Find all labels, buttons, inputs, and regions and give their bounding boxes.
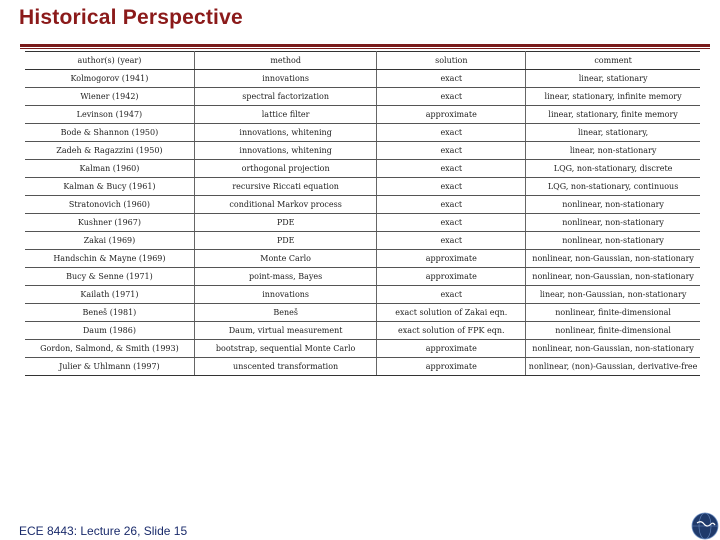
cell-author: Stratonovich (1960) bbox=[25, 196, 194, 214]
table-row bbox=[25, 142, 700, 160]
cell-author: Gordon, Salmond, & Smith (1993) bbox=[25, 340, 194, 358]
cell-author: Kushner (1967) bbox=[25, 214, 194, 232]
cell-author: Daum (1986) bbox=[25, 322, 194, 340]
cell-method: Beneš bbox=[194, 304, 377, 322]
cell-comment: LQG, non-stationary, discrete bbox=[526, 160, 700, 178]
cell-comment: nonlinear, finite-dimensional bbox=[526, 304, 700, 322]
table-row bbox=[25, 88, 700, 106]
title-divider bbox=[20, 44, 710, 47]
cell-method: lattice filter bbox=[194, 106, 377, 124]
table-row bbox=[25, 160, 700, 178]
table-row bbox=[25, 178, 700, 196]
cell-author: Zadeh & Ragazzini (1950) bbox=[25, 142, 194, 160]
cell-method: unscented transformation bbox=[194, 358, 377, 376]
header-solution: solution bbox=[377, 52, 526, 70]
cell-author: Beneš (1981) bbox=[25, 304, 194, 322]
cell-comment: LQG, non-stationary, continuous bbox=[526, 178, 700, 196]
slide-footer: ECE 8443: Lecture 26, Slide 15 bbox=[19, 524, 188, 538]
cell-comment: nonlinear, (non)-Gaussian, derivative-free bbox=[526, 358, 700, 376]
table-row bbox=[25, 322, 700, 340]
cell-method: PDE bbox=[194, 214, 377, 232]
cell-solution: exact bbox=[377, 142, 526, 160]
table-row bbox=[25, 196, 700, 214]
cell-method: innovations, whitening bbox=[194, 142, 377, 160]
cell-solution: approximate bbox=[377, 358, 526, 376]
cell-solution: exact solution of FPK eqn. bbox=[377, 322, 526, 340]
cell-comment: linear, non-stationary bbox=[526, 142, 700, 160]
cell-comment: nonlinear, non-stationary bbox=[526, 232, 700, 250]
cell-solution: approximate bbox=[377, 268, 526, 286]
table-row bbox=[25, 286, 700, 304]
cell-method: Daum, virtual measurement bbox=[194, 322, 377, 340]
slide-title: Historical Perspective bbox=[19, 6, 243, 29]
cell-author: Levinson (1947) bbox=[25, 106, 194, 124]
table-row bbox=[25, 124, 700, 142]
cell-solution: exact bbox=[377, 160, 526, 178]
cell-method: innovations bbox=[194, 286, 377, 304]
header-author: author(s) (year) bbox=[25, 52, 194, 70]
cell-solution: exact bbox=[377, 196, 526, 214]
cell-method: innovations, whitening bbox=[194, 124, 377, 142]
cell-comment: linear, non-Gaussian, non-stationary bbox=[526, 286, 700, 304]
table-row bbox=[25, 340, 700, 358]
cell-author: Julier & Uhlmann (1997) bbox=[25, 358, 194, 376]
cell-method: conditional Markov process bbox=[194, 196, 377, 214]
cell-author: Zakai (1969) bbox=[25, 232, 194, 250]
cell-method: orthogonal projection bbox=[194, 160, 377, 178]
header-comment: comment bbox=[526, 52, 700, 70]
cell-solution: approximate bbox=[377, 250, 526, 268]
cell-comment: linear, stationary, infinite memory bbox=[526, 88, 700, 106]
cell-solution: exact bbox=[377, 286, 526, 304]
cell-comment: linear, stationary, finite memory bbox=[526, 106, 700, 124]
cell-solution: exact bbox=[377, 88, 526, 106]
cell-solution: exact bbox=[377, 178, 526, 196]
cell-comment: nonlinear, non-Gaussian, non-stationary bbox=[526, 250, 700, 268]
cell-comment: linear, stationary bbox=[526, 70, 700, 88]
cell-method: point-mass, Bayes bbox=[194, 268, 377, 286]
cell-comment: nonlinear, non-stationary bbox=[526, 214, 700, 232]
cell-method: bootstrap, sequential Monte Carlo bbox=[194, 340, 377, 358]
cell-author: Kalman (1960) bbox=[25, 160, 194, 178]
table-header-row bbox=[25, 52, 700, 70]
cell-author: Kailath (1971) bbox=[25, 286, 194, 304]
cell-comment: nonlinear, non-Gaussian, non-stationary bbox=[526, 340, 700, 358]
cell-author: Bode & Shannon (1950) bbox=[25, 124, 194, 142]
table-row bbox=[25, 358, 700, 376]
cell-solution: approximate bbox=[377, 340, 526, 358]
table-row bbox=[25, 232, 700, 250]
cell-comment: nonlinear, non-Gaussian, non-stationary bbox=[526, 268, 700, 286]
cell-author: Bucy & Senne (1971) bbox=[25, 268, 194, 286]
cell-solution: exact bbox=[377, 232, 526, 250]
cell-solution: approximate bbox=[377, 106, 526, 124]
title-divider-thin bbox=[20, 48, 710, 49]
table-row bbox=[25, 70, 700, 88]
table-row bbox=[25, 214, 700, 232]
cell-comment: linear, stationary, bbox=[526, 124, 700, 142]
cell-author: Kalman & Bucy (1961) bbox=[25, 178, 194, 196]
cell-author: Handschin & Mayne (1969) bbox=[25, 250, 194, 268]
table-row bbox=[25, 268, 700, 286]
cell-author: Wiener (1942) bbox=[25, 88, 194, 106]
table-row bbox=[25, 250, 700, 268]
cell-method: PDE bbox=[194, 232, 377, 250]
cell-method: spectral factorization bbox=[194, 88, 377, 106]
cell-method: recursive Riccati equation bbox=[194, 178, 377, 196]
cell-solution: exact bbox=[377, 70, 526, 88]
cell-comment: nonlinear, non-stationary bbox=[526, 196, 700, 214]
cell-method: innovations bbox=[194, 70, 377, 88]
table-row bbox=[25, 106, 700, 124]
cell-comment: nonlinear, finite-dimensional bbox=[526, 322, 700, 340]
cell-solution: exact solution of Zakai eqn. bbox=[377, 304, 526, 322]
globe-icon bbox=[689, 510, 719, 540]
cell-author: Kolmogorov (1941) bbox=[25, 70, 194, 88]
header-method: method bbox=[194, 52, 377, 70]
table-row bbox=[25, 304, 700, 322]
history-table bbox=[25, 51, 700, 376]
cell-solution: exact bbox=[377, 124, 526, 142]
cell-method: Monte Carlo bbox=[194, 250, 377, 268]
cell-solution: exact bbox=[377, 214, 526, 232]
